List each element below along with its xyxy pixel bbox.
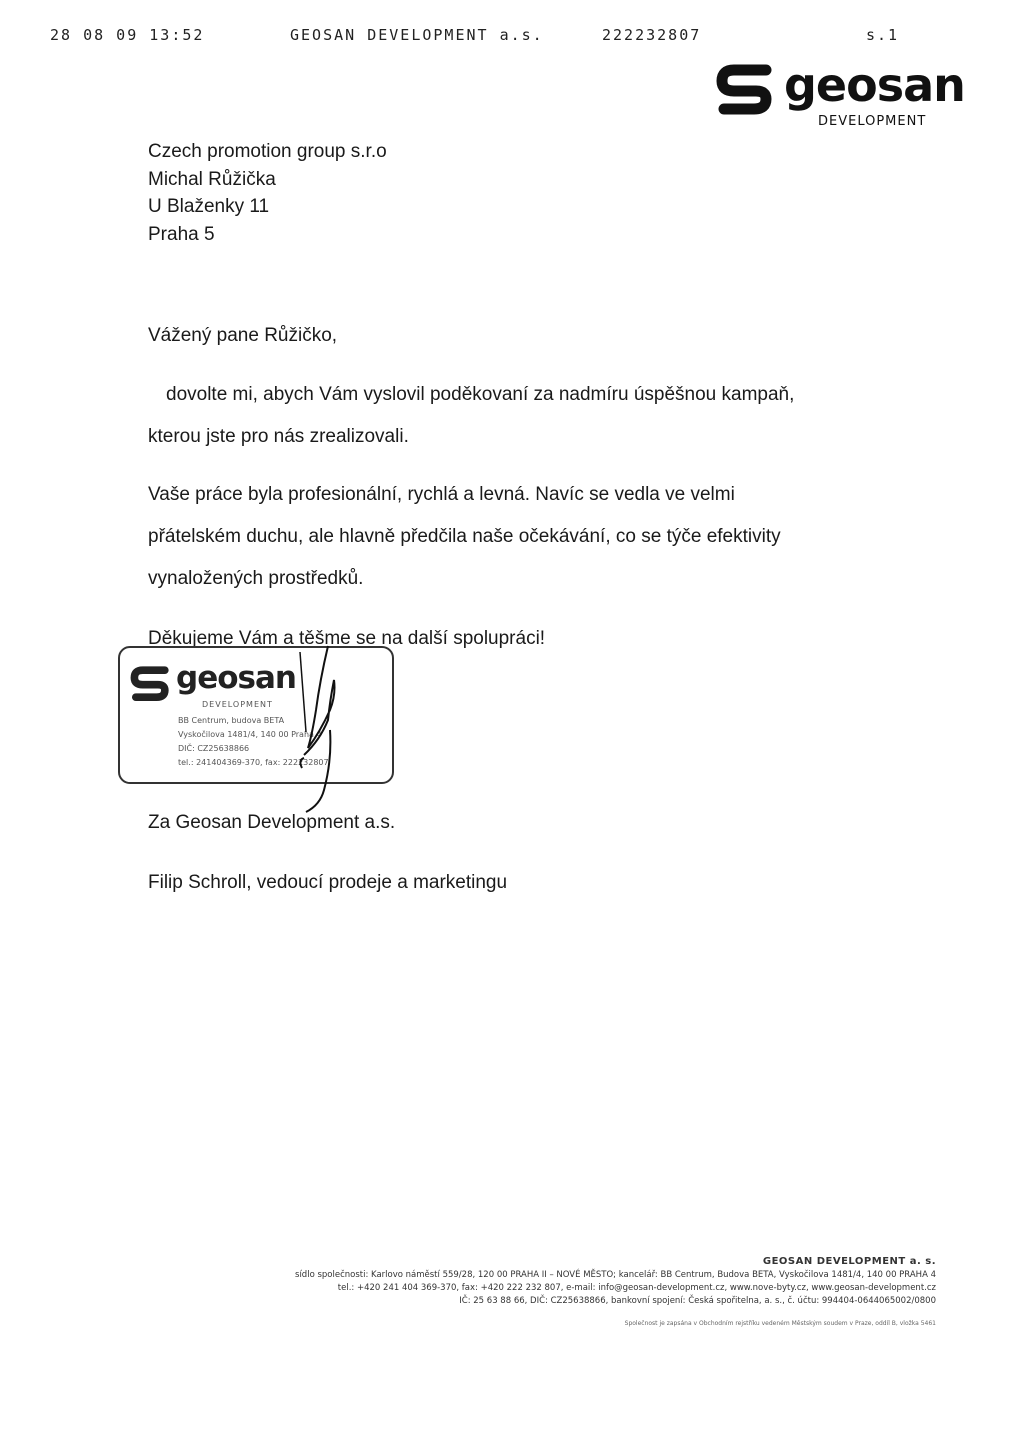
- recipient-city: Praha 5: [148, 223, 215, 245]
- paragraph-2-line-2: přátelském duchu, ale hlavně předčila naše očekávání, co se týče efektivity: [148, 526, 781, 547]
- handwritten-signature: [290, 640, 370, 820]
- recipient-street: U Blaženky 11: [148, 196, 270, 217]
- fax-datetime: 28 08 09 13:52: [50, 26, 205, 44]
- paragraph-2-line-1: Vaše práce byla profesionální, rychlá a levná. Navíc se vedla ve velmi: [148, 484, 735, 505]
- recipient-address: [148, 138, 387, 248]
- stamp-brand: geosan: [176, 660, 296, 696]
- fax-number: 222232807: [602, 26, 702, 44]
- paragraph-2-line-3: vynaložených prostředků.: [148, 568, 364, 589]
- signoff: Za Geosan Development a.s.: [148, 812, 396, 833]
- stamp-line-3: DIČ: CZ25638866: [178, 744, 250, 753]
- logo-brand-text: geosan: [784, 58, 965, 112]
- geosan-logo-icon: [716, 64, 776, 116]
- footer-line-4: Společnost je zapsána v Obchodním rejstříku vedeném Městským soudem v Praze, oddíl B, vložka 5461: [624, 1320, 936, 1327]
- salutation: Vážený pane Růžičko,: [148, 325, 338, 346]
- stamp-line-1: BB Centrum, budova BETA: [178, 716, 285, 725]
- footer-line-3: IČ: 25 63 88 66, DIČ: CZ25638866, bankovní spojení: Česká spořitelna, a. s., č. účtu: 994404-0644065002/0800: [459, 1296, 936, 1306]
- logo-subtitle: DEVELOPMENT: [818, 114, 927, 129]
- paragraph-1-line-2: kterou jste pro nás zrealizovali.: [148, 426, 409, 447]
- fax-header: [0, 26, 1024, 46]
- company-logo: [716, 58, 965, 137]
- fax-sender: GEOSAN DEVELOPMENT a.s.: [290, 26, 544, 44]
- signatory: Filip Schroll, vedoucí prodeje a marketingu: [148, 872, 508, 893]
- closing-line: Děkujeme Vám a těšme se na další spolupráci!: [148, 628, 546, 649]
- paragraph-1-line-1: dovolte mi, abych Vám vyslovil poděkovaní za nadmíru úspěšnou kampaň,: [166, 384, 795, 405]
- recipient-name: Michal Růžička: [148, 168, 276, 190]
- stamp-logo-icon: [130, 666, 172, 702]
- footer-company: GEOSAN DEVELOPMENT a. s.: [762, 1256, 936, 1267]
- stamp-line-2: Vyskočilova 1481/4, 140 00 Praha 4: [178, 730, 322, 739]
- stamp-subtitle: DEVELOPMENT: [202, 700, 273, 709]
- fax-page: s.1: [866, 26, 900, 44]
- footer-line-1: sídlo společnosti: Karlovo náměstí 559/28, 120 00 PRAHA II – NOVÉ MĚSTO; kancelář: BB Centrum, Budova BETA, Vyskočilova 1481/4, 140 00 PRAHA 4: [295, 1270, 936, 1280]
- stamp-line-4: tel.: 241404369-370, fax: 222232807: [178, 758, 329, 767]
- footer-line-2: tel.: +420 241 404 369-370, fax: +420 222 232 807, e-mail: info@geosan-development.cz, www.nove-byty.cz, www.geosan-development.cz: [337, 1283, 936, 1293]
- recipient-company: Czech promotion group s.r.o: [148, 141, 387, 162]
